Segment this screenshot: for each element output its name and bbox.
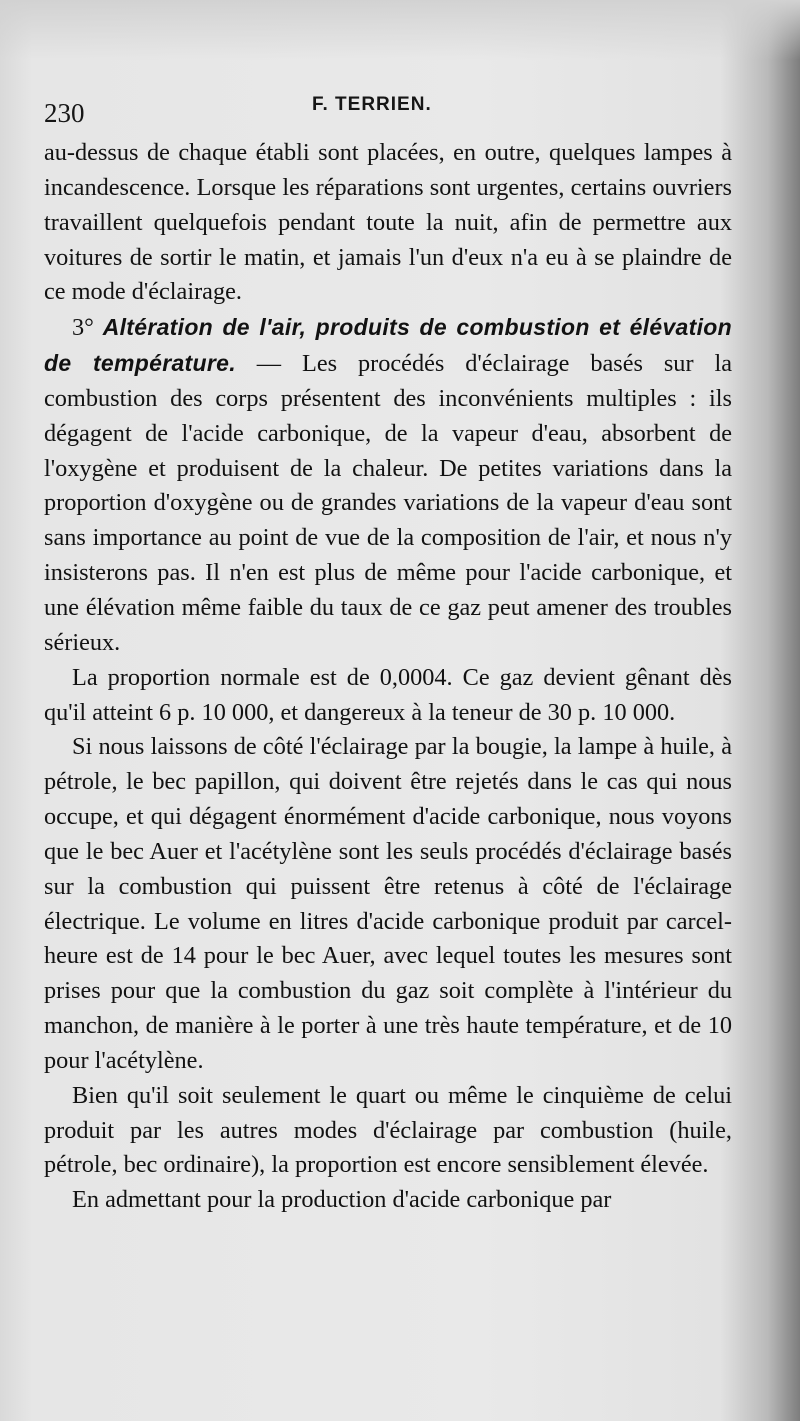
- page-header: [44, 92, 724, 132]
- paragraph: au-dessus de chaque établi sont placées, en outre, quelques lampes à incandescence. Lorsque les réparations sont urgentes, certains ouvriers travaillent quelquefois pendant toute la nuit, afin de permettre aux voitures de sortir le matin, et jamais l'un d'eux n'a eu à se plaindre de ce mode d'éclairage.: [44, 139, 732, 306]
- page-number: 230: [44, 98, 85, 128]
- running-head: F. TERRIEN.: [312, 94, 432, 115]
- body-text: [44, 136, 732, 1218]
- paragraph: En admettant pour la production d'acide carbonique par: [72, 1186, 612, 1214]
- paragraph: Bien qu'il soit seulement le quart ou même le cinquième de celui produit par les autres modes d'éclairage par combustion (huile, pétrole, bec ordinaire), la proportion est encore sensiblement élevée.: [44, 1081, 732, 1179]
- paragraph: Si nous laissons de côté l'éclairage par la bougie, la lampe à huile, à pétrole, le bec papillon, qui doivent être rejetés dans le cas qui nous occupe, et qui dégagent énormément d'acide carbonique, nous voyons que le bec Auer et l'acétylène sont les seuls procédés d'éclairage basés sur la combustion qui puissent être retenus à côté de l'éclairage électrique. Le volume en litres d'acide carbonique produit par carcel-heure est de 14 pour le bec Auer, avec lequel toutes les mesures sont prises pour que la combustion du gaz soit complète à l'intérieur du manchon, de manière à le porter à une très haute température, et de 10 pour l'acétylène.: [44, 733, 732, 1074]
- section-text: — Les procédés d'éclairage basés sur la combustion des corps présentent des inconvénients multiples : ils dégagent de l'acide carbonique, de la vapeur d'eau, absorbent de l'oxygène et produisent de la chaleur. De petites variations dans la proportion d'oxygène ou de grandes variations de la vapeur d'eau sont sans importance au point de vue de la composition de l'air, et nous n'y insisterons pas. Il n'en est plus de même pour l'acide carbonique, et une élévation même faible du taux de ce gaz peut amener des troubles sérieux.: [44, 350, 732, 656]
- section-number: 3°: [72, 314, 94, 342]
- paragraph: La proportion normale est de 0,0004. Ce gaz devient gênant dès qu'il atteint 6 p. 10 000, et dangereux à la teneur de 30 p. 10 000.: [44, 663, 732, 726]
- section-heading: Altération de l'air, produits de combustion et élévation de température.: [44, 314, 732, 377]
- section-paragraph: [44, 310, 732, 660]
